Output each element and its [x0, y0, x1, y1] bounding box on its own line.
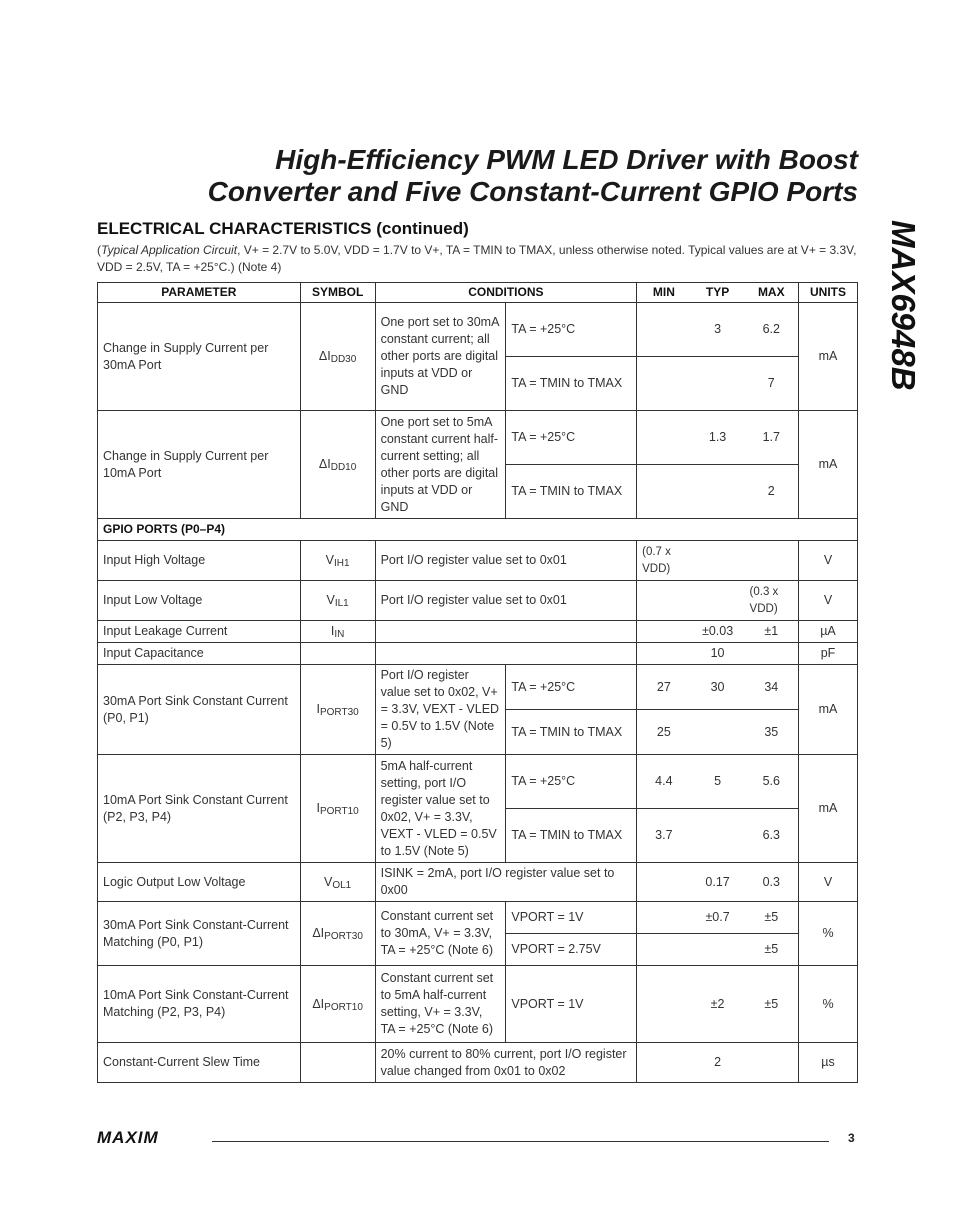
- condition-cell: 5mA half-current setting, port I/O register value set to 0x02, V+ = 3.3V, VEXT - VLED = 0.5V to 1.5V (Note 5): [375, 755, 506, 863]
- symbol-subscript: IN: [334, 629, 345, 640]
- units-cell: %: [799, 966, 858, 1043]
- table-row: [98, 863, 858, 902]
- table-header-row: [98, 283, 858, 303]
- param-cell: Logic Output Low Voltage: [98, 863, 301, 902]
- units-cell: mA: [799, 755, 858, 863]
- symbol-cell: [300, 643, 375, 665]
- param-cell: 30mA Port Sink Constant Current (P0, P1): [98, 665, 301, 755]
- symbol-subscript: DD10: [330, 462, 357, 473]
- symbol-cell: [300, 755, 375, 863]
- symbol-subscript: PORT10: [319, 806, 359, 817]
- max-cell: 35: [745, 710, 799, 755]
- max-cell: 6.2: [745, 303, 799, 357]
- sub-condition-cell: TA = +25°C: [506, 755, 637, 809]
- conditions-note-lead: Typical Application Circuit: [101, 243, 238, 257]
- symbol-cell: [300, 411, 375, 519]
- typ-cell: [691, 465, 745, 519]
- max-cell: ±5: [745, 902, 799, 934]
- typ-cell: 2: [691, 1043, 745, 1083]
- param-cell: Change in Supply Current per 30mA Port: [98, 303, 301, 411]
- max-cell: (0.3 x VDD): [745, 581, 799, 621]
- units-cell: pF: [799, 643, 858, 665]
- sub-condition-cell: TA = TMIN to TMAX: [506, 710, 637, 755]
- table-row: [98, 755, 858, 809]
- symbol-subscript: DD30: [330, 354, 357, 365]
- sub-condition-cell: VPORT = 1V: [506, 902, 637, 934]
- min-cell: [637, 465, 691, 519]
- symbol-cell: [300, 966, 375, 1043]
- condition-cell: One port set to 30mA constant current; all other ports are digital inputs at VDD or GND: [375, 303, 506, 411]
- typ-cell: 3: [691, 303, 745, 357]
- sub-condition-cell: VPORT = 1V: [506, 966, 637, 1043]
- min-cell: [637, 1043, 691, 1083]
- max-cell: 7: [745, 357, 799, 411]
- min-cell: [637, 643, 691, 665]
- min-cell: [637, 966, 691, 1043]
- param-cell: 30mA Port Sink Constant-Current Matching (P0, P1): [98, 902, 301, 966]
- title-line-2: Converter and Five Constant-Current GPIO Ports: [207, 176, 858, 207]
- min-cell: 27: [637, 665, 691, 710]
- min-cell: [637, 581, 691, 621]
- header-symbol: SYMBOL: [300, 283, 375, 303]
- max-cell: ±1: [745, 621, 799, 643]
- table-row: [98, 411, 858, 465]
- max-cell: 1.7: [745, 411, 799, 465]
- typ-cell: 10: [691, 643, 745, 665]
- min-cell: [637, 934, 691, 966]
- units-cell: mA: [799, 411, 858, 519]
- table-row: [98, 902, 858, 934]
- symbol-main: V: [325, 553, 334, 567]
- table-row: [98, 303, 858, 357]
- electrical-characteristics-table: [97, 282, 858, 1083]
- footer-rule: [212, 1141, 829, 1142]
- min-cell: [637, 303, 691, 357]
- max-cell: [745, 643, 799, 665]
- param-cell: Change in Supply Current per 10mA Port: [98, 411, 301, 519]
- min-cell: [637, 863, 691, 902]
- section-row: [98, 519, 858, 541]
- typ-cell: [691, 581, 745, 621]
- condition-cell: [375, 621, 637, 643]
- table-row: [98, 1043, 858, 1083]
- header-typ: TYP: [691, 283, 745, 303]
- conditions-note: (Typical Application Circuit, V+ = 2.7V to 5.0V, VDD = 1.7V to V+, TA = TMIN to TMAX, unless otherwise noted. Typical values are at V+ = 3.3V, VDD = 2.5V, TA = +25°C.) (Note 4): [97, 243, 857, 274]
- max-cell: 0.3: [745, 863, 799, 902]
- maxim-logo-text: MAXIM: [97, 1129, 159, 1145]
- part-number-side-label: MAX6948B: [885, 220, 922, 391]
- condition-cell: ISINK = 2mA, port I/O register value set to 0x00: [375, 863, 637, 902]
- sub-condition-cell: VPORT = 2.75V: [506, 934, 637, 966]
- section-heading: ELECTRICAL CHARACTERISTICS (continued): [97, 219, 469, 238]
- title-line-1: High-Efficiency PWM LED Driver with Boost: [275, 144, 858, 175]
- symbol-cell: [300, 303, 375, 411]
- symbol-main: ΔI: [318, 349, 331, 363]
- units-cell: µA: [799, 621, 858, 643]
- condition-cell: Constant current set to 5mA half-current setting, V+ = 3.3V, TA = +25°C (Note 6): [375, 966, 506, 1043]
- symbol-cell: [300, 863, 375, 902]
- units-cell: V: [799, 541, 858, 581]
- typ-cell: [691, 357, 745, 411]
- units-cell: mA: [799, 665, 858, 755]
- condition-cell: Port I/O register value set to 0x01: [375, 581, 637, 621]
- condition-cell: [375, 643, 637, 665]
- min-cell: 25: [637, 710, 691, 755]
- section-row-label: GPIO PORTS (P0–P4): [98, 519, 858, 541]
- table-row: [98, 581, 858, 621]
- symbol-main: I: [316, 702, 320, 716]
- header-units: UNITS: [799, 283, 858, 303]
- symbol-cell: [300, 1043, 375, 1083]
- header-min: MIN: [637, 283, 691, 303]
- condition-cell: Constant current set to 30mA, V+ = 3.3V, TA = +25°C (Note 6): [375, 902, 506, 966]
- symbol-cell: [300, 621, 375, 643]
- param-cell: Input Low Voltage: [98, 581, 301, 621]
- symbol-subscript: PORT30: [319, 707, 359, 718]
- min-cell: [637, 411, 691, 465]
- symbol-main: V: [326, 593, 335, 607]
- max-cell: 6.3: [745, 809, 799, 863]
- header-parameter: PARAMETER: [98, 283, 301, 303]
- symbol-subscript: IH1: [334, 558, 350, 569]
- condition-cell: Port I/O register value set to 0x02, V+ = 3.3V, VEXT - VLED = 0.5V to 1.5V (Note 5): [375, 665, 506, 755]
- units-cell: V: [799, 863, 858, 902]
- maxim-logo: [97, 1129, 209, 1150]
- param-cell: Input Leakage Current: [98, 621, 301, 643]
- symbol-cell: [300, 581, 375, 621]
- conditions-note-text: , V+ = 2.7V to 5.0V, VDD = 1.7V to V+, TA = TMIN to TMAX, unless otherwise noted. Typical values are at V+ = 3.3V, VDD = 2.5V, TA = +25°C.) (Note 4): [97, 243, 857, 274]
- condition-cell: Port I/O register value set to 0x01: [375, 541, 637, 581]
- table-row: [98, 621, 858, 643]
- param-cell: 10mA Port Sink Constant Current (P2, P3, P4): [98, 755, 301, 863]
- units-cell: mA: [799, 303, 858, 411]
- symbol-subscript: PORT10: [324, 1001, 363, 1013]
- table-row: [98, 541, 858, 581]
- symbol-main: V: [323, 874, 333, 889]
- min-cell: (0.7 x VDD): [637, 541, 691, 581]
- sub-condition-cell: TA = TMIN to TMAX: [506, 465, 637, 519]
- sub-condition-cell: TA = TMIN to TMAX: [506, 357, 637, 411]
- typ-cell: [691, 541, 745, 581]
- param-cell: 10mA Port Sink Constant-Current Matching (P2, P3, P4): [98, 966, 301, 1043]
- typ-cell: [691, 934, 745, 966]
- typ-cell: [691, 710, 745, 755]
- table-row: [98, 966, 858, 1043]
- sub-condition-cell: TA = +25°C: [506, 411, 637, 465]
- table-row: [98, 665, 858, 710]
- symbol-cell: [300, 902, 375, 966]
- typ-cell: ±2: [691, 966, 745, 1043]
- symbol-cell: [300, 541, 375, 581]
- page-number: 3: [848, 1131, 855, 1145]
- symbol-subscript: IL1: [334, 598, 349, 609]
- typ-cell: 0.17: [691, 863, 745, 902]
- symbol-main: ΔI: [318, 457, 331, 471]
- sub-condition-cell: TA = TMIN to TMAX: [506, 809, 637, 863]
- symbol-subscript: PORT30: [324, 931, 363, 942]
- sub-condition-cell: TA = +25°C: [506, 303, 637, 357]
- symbol-subscript: OL1: [332, 879, 352, 891]
- typ-cell: [691, 809, 745, 863]
- min-cell: 3.7: [637, 809, 691, 863]
- symbol-cell: [300, 665, 375, 755]
- table-row: [98, 643, 858, 665]
- max-cell: 5.6: [745, 755, 799, 809]
- symbol-main: I: [330, 624, 335, 638]
- condition-cell: 20% current to 80% current, port I/O register value changed from 0x01 to 0x02: [375, 1043, 637, 1083]
- symbol-main: ΔI: [312, 926, 325, 940]
- typ-cell: 30: [691, 665, 745, 710]
- max-cell: 34: [745, 665, 799, 710]
- header-max: MAX: [745, 283, 799, 303]
- symbol-main: ΔI: [312, 996, 325, 1011]
- max-cell: [745, 541, 799, 581]
- units-cell: V: [799, 581, 858, 621]
- units-cell: µs: [799, 1043, 858, 1083]
- max-cell: 2: [745, 465, 799, 519]
- maxim-logo-icon: [97, 1129, 209, 1145]
- param-cell: Constant-Current Slew Time: [98, 1043, 301, 1083]
- symbol-main: I: [316, 801, 320, 815]
- units-cell: %: [799, 902, 858, 966]
- typ-cell: ±0.7: [691, 902, 745, 934]
- typ-cell: ±0.03: [691, 621, 745, 643]
- typ-cell: 1.3: [691, 411, 745, 465]
- sub-condition-cell: TA = +25°C: [506, 665, 637, 710]
- min-cell: [637, 621, 691, 643]
- header-conditions: CONDITIONS: [375, 283, 637, 303]
- condition-cell: One port set to 5mA constant current half-current setting; all other ports are digital inputs at VDD or GND: [375, 411, 506, 519]
- max-cell: ±5: [745, 934, 799, 966]
- min-cell: [637, 357, 691, 411]
- param-cell: Input High Voltage: [98, 541, 301, 581]
- max-cell: ±5: [745, 966, 799, 1043]
- param-cell: Input Capacitance: [98, 643, 301, 665]
- min-cell: 4.4: [637, 755, 691, 809]
- page-title: [208, 144, 858, 208]
- max-cell: [745, 1043, 799, 1083]
- min-cell: [637, 902, 691, 934]
- typ-cell: 5: [691, 755, 745, 809]
